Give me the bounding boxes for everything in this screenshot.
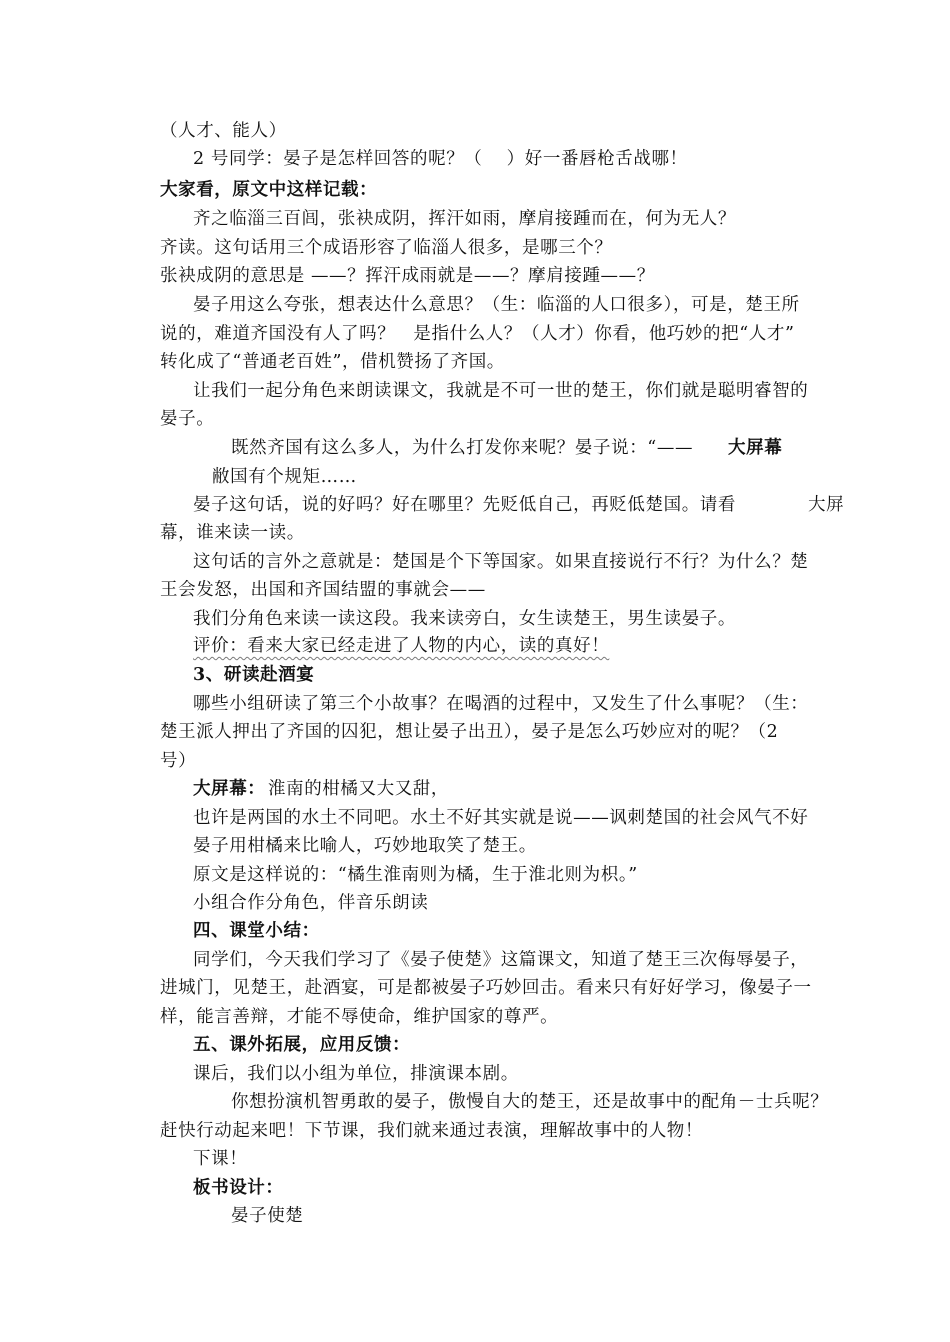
text-line: 转化成了“普通老百姓”，借机赞扬了齐国。 [160,352,505,372]
text-line: 齐之临淄三百闾，张袂成阴，挥汗如雨，摩肩接踵而在，何为无人？ [193,209,736,229]
text-line: 既然齐国有这么多人，为什么打发你来呢？晏子说：“—— [231,438,694,458]
text-line: 也许是两国的水土不同吧。水土不好其实就是说——讽刺楚国的社会风气不好 [193,808,809,828]
section-heading: 大家看，原文中这样记载： [160,180,378,200]
text-line: 我们分角色来读一读这段。我来读旁白，女生读楚王，男生读晏子。 [193,609,736,629]
text-line: 样，能言善辩，才能不辱使命，维护国家的尊严。 [160,1007,559,1027]
evaluation-line: 评价：看来大家已经走进了人物的内心，读的真好！ [193,636,610,656]
text-line: 晏子这句话，说的好吗？好在哪里？先贬低自己，再贬低楚国。请看 [193,495,736,515]
text-line: 楚王派人押出了齐国的囚犯，想让晏子出丑），晏子是怎么巧妙应对的呢？（2 [160,722,779,742]
section-heading: 3、研读赴酒宴 [193,665,315,685]
text-line: 下课！ [193,1149,248,1169]
text-line: 王会发怒，出国和齐国结盟的事就会—— [160,580,486,600]
text-line: 原文是这样说的：“橘生淮南则为橘，生于淮北则为枳。” [193,865,638,885]
text-line: 晏子。 [160,409,215,429]
text-line: 淮南的柑橘又大又甜， [268,779,449,799]
text-line: 齐读。这句话用三个成语形容了临淄人很多，是哪三个？ [160,238,613,258]
text-line: 哪些小组研读了第三个小故事？在喝酒的过程中，又发生了什么事呢？（生： [193,694,809,714]
text-line: 小组合作分角色，伴音乐朗读 [193,893,429,913]
text-line: 进城门，见楚王，赴酒宴，可是都被晏子巧妙回击。看来只有好好学习，像晏子一 [160,978,812,998]
text-line: 2 号同学：晏子是怎样回答的呢？（ ）好一番唇枪舌战哪！ [193,149,688,169]
text-line: 说的，难道齐国没有人了吗？ 是指什么人？（人才）你看，他巧妙的把“人才” [160,324,795,344]
text-line: （人才、能人） [160,121,287,141]
section-heading: 五、课外拓展，应用反馈： [193,1035,411,1055]
text-line: 号） [160,751,197,771]
text-line: 晏子用这么夸张，想表达什么意思？（生：临淄的人口很多），可是，楚王所 [193,295,800,315]
text-line: 敝国有个规矩…… [212,467,357,487]
text-line: 让我们一起分角色来朗读课文，我就是不可一世的楚王，你们就是聪明睿智的 [193,381,809,401]
text-line: 你想扮演机智勇敢的晏子，傲慢自大的楚王，还是故事中的配角－士兵呢？ [231,1092,829,1112]
text-line: 幕，谁来读一读。 [160,523,305,543]
text-line: 晏子用柑橘来比喻人，巧妙地取笑了楚王。 [193,836,537,856]
text-line: 大屏 [808,495,845,515]
text-line: 课后，我们以小组为单位，排演课本剧。 [193,1064,519,1084]
section-heading: 四、课堂小结： [193,921,320,941]
section-heading: 板书设计： [193,1178,284,1198]
big-screen-label: 大屏幕 [728,438,783,458]
big-screen-label: 大屏幕： [193,779,266,799]
text-line: 这句话的言外之意就是：楚国是个下等国家。如果直接说行不行？为什么？楚 [193,552,809,572]
text-line: 同学们，今天我们学习了《晏子使楚》这篇课文，知道了楚王三次侮辱晏子， [193,950,809,970]
text-line: 赶快行动起来吧！下节课，我们就来通过表演，理解故事中的人物！ [160,1121,703,1141]
text-line: 晏子使楚 [231,1206,304,1226]
text-line: 张袂成阴的意思是 ——？挥汗成雨就是——？摩肩接踵——？ [160,266,655,286]
